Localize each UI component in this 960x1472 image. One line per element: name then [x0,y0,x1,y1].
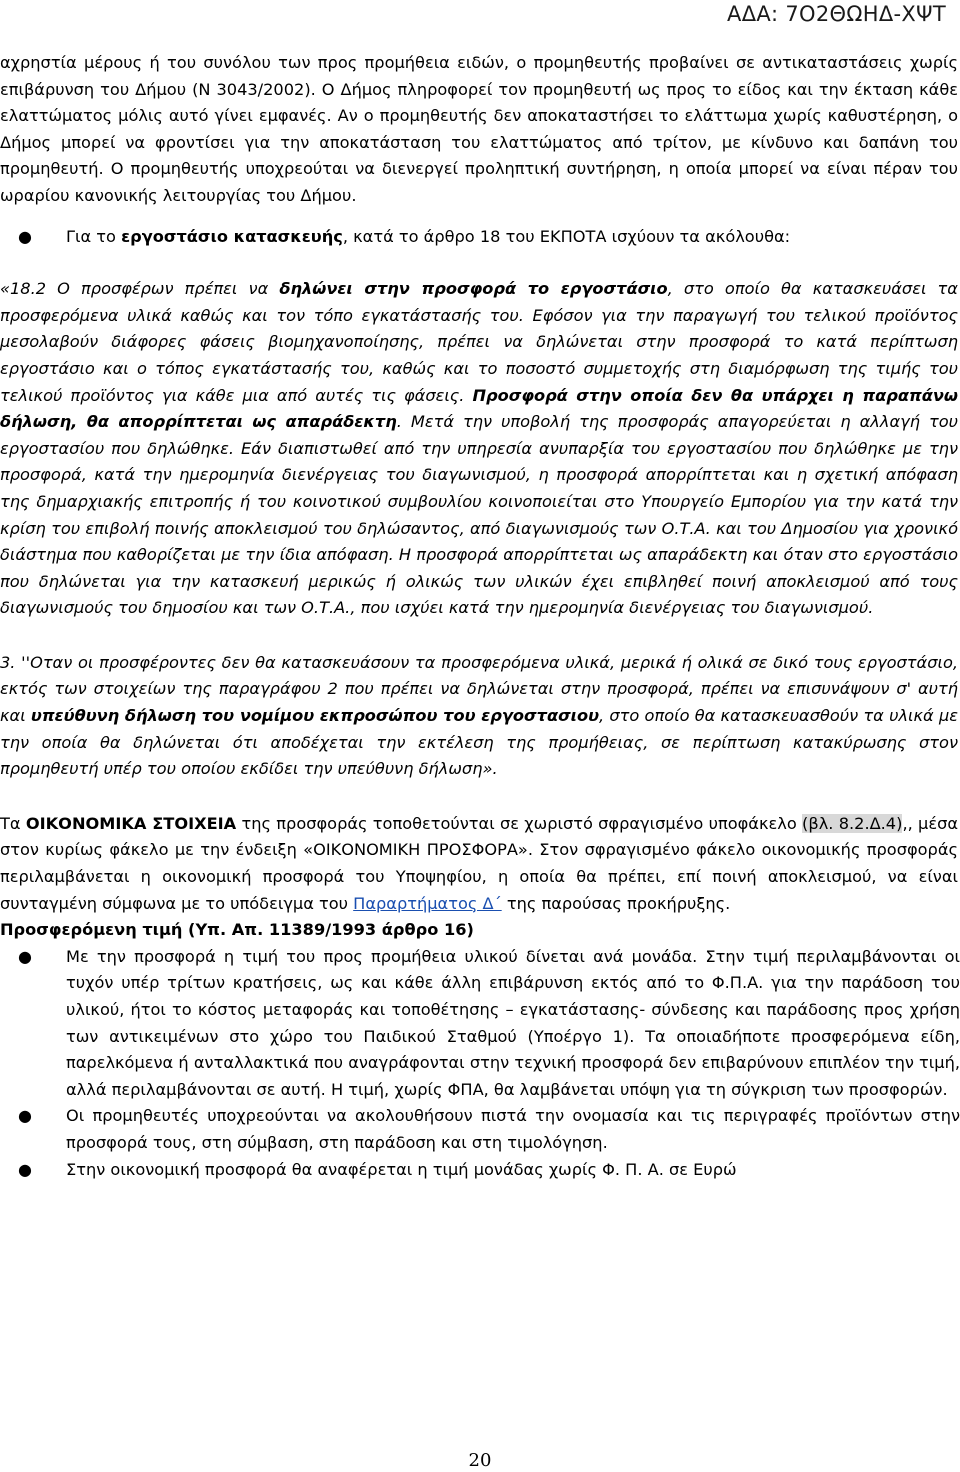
bullet-price-1-text: Με την προσφορά η τιμή του προς προμήθεια υλικού δίνεται ανά μονάδα. Στην τιμή περιλαμβάνονται οι τυχόν υπέρ τρίτων κρατήσεις, ως και κάθε άλλη επιβάρυνση εκτός από το Φ.Π.Α. για την παράδοση του υλικού, ήτοι το κόστος μεταφοράς και τοποθέτησης – εγκατάστασης- σύνδεσης και παράδοσης προς χρήση των αντικειμένων στο χώρο του Παιδικού Σταθμού (Υποέργο 1). Τα οποιαδήποτε προσφερόμενα είδη, παρελκόμενα ή ανταλλακτικά που αναγράφονται στην τεχνική προσφορά δεν επιβαρύνουν επιπλέον την τιμή, αλλά περιλαμβάνονται σε αυτή. Η τιμή, χωρίς ΦΠΑ, θα λαμβάνεται υπόψη για τη σύγκριση των προσφορών. [66,946,960,1099]
quote-mid: , στο οποίο θα κατασκευάσει τα προσφερόμενα υλικά καθώς και τον τόπο εγκατάστασής του. Εφόσον για την παραγωγή του τελικού προϊόντος μεσολαβούν διάφορες φάσεις βιομηχανοποίησης, πρέπει να δηλώνεται στην προσφορά το κατά περίπτωση εργοστάσιο και ο τόπος εγκατάστασής του, καθώς και το ποσοστό συμμετοχής στη διαμόρφωση της τιμής του τελικού προϊόντος για κάθε μια από αυτές τις φάσεις. [0,279,958,405]
bullet-price-2-text: Οι προμηθευτές υποχρεούνται να ακολουθήσουν πιστά την ονομασία και τις περιγραφές προϊόντων στην προσφορά τους, στη σύμβαση, στη παράδοση και στη τιμολόγηση. [66,1106,960,1152]
annex-d-link[interactable]: Παραρτήματος Δ΄ [353,893,502,913]
document-body [0,50,960,1183]
quote-pre: «18.2 Ο προσφέρων πρέπει να [0,279,280,299]
quote-article-3 [0,650,960,783]
fin-mid1: της προσφοράς τοποθετούνται σε χωριστό σφραγισμένο υποφάκελο [236,813,803,833]
quote-post: . Μετά την υποβολή της προσφοράς απαγορεύεται η αλλαγή του εργοστασίου που δηλώθηκε. Εάν διαπιστωθεί από την υπηρεσία ανυπαρξία του εργοστασίου που δηλώθηκε με την προσφορά, κατά την ημερομηνία διενέργειας του διαγωνισμού, η προσφορά απορρίπτεται και η σχετική απόφαση της δημαρχιακής επιτροπής ή του κοινοτικού συμβουλίου κοινοποιείται στο Υπουργείο Εμπορίου για την κατά την κρίση του επιβολή ποινής αποκλεισμού του δηλώσαντος, από διαγωνισμούς των Ο.Τ.Α. και του Δημοσίου για χρονικό διάστημα που καθορίζεται με την ίδια απόφαση. Η προσφορά απορρίπτεται ως απαράδεκτη και όταν στο εργοστάσιο που δηλώνεται για την κατασκευή μερικώς ή ολικώς των υλικών έχει επιβληθεί ποινή αποκλεισμού από τους διαγωνισμούς του δημοσίου και των Ο.Τ.Α., που ισχύει κατά την ημερομηνία διενέργειας του διαγωνισμού. [0,412,958,618]
quote3-post: , στο οποίο θα κατασκευασθούν τα υλικά με την οποία θα δηλώνεται ότι αποδέχεται την εκτέλεση της προμήθειας, σε περίπτωση κατακύρωσης στον προμηθευτή υπέρ του οποίου εκδίδει την υπεύθυνη δήλωση». [0,706,958,779]
bullet-icon: ● [18,226,32,246]
fin-bold: ΟΙΚΟΝΟΜΙΚΑ ΣΤΟΙΧΕΙΑ [25,813,237,833]
quote-bold-2: Προσφορά στην οποία δεν θα υπάρχει η παραπάνω δήλωση, θα απορρίπτεται ως απαράδεκτη [0,385,958,432]
bullet-factory-post: , κατά το άρθρο 18 του ΕΚΠΟΤΑ ισχύουν τα ακόλουθα: [342,226,791,246]
fin-pre: Τα [0,813,26,833]
bullet-icon: ● [18,1159,32,1179]
bullet-price-2 [0,1103,960,1156]
fin-post: της παρούσας προκήρυξης. [501,893,731,913]
bullet-factory-pre: Για το [66,226,122,246]
bullet-icon: ● [18,1106,32,1126]
heading-offered-price [0,917,960,944]
fin-mid2: ,, μέσα στον κυρίως φάκελο με την ένδειξη «ΟΙΚΟΝΟΜΙΚΗ ΠΡΟΣΦΟΡΑ». Στον σφραγισμένο φάκελο οικονομικής προσφοράς περιλαμβάνεται η οικονομική προσφορά του Υποψηφίου, η οποία θα πρέπει, επί ποινή αποκλεισμού, να είναι συνταγμένη σύμφωνα με το υπόδειγμα του [0,813,958,913]
bullet-factory [0,224,960,251]
bullet-price-3-text: Στην οικονομική προσφορά θα αναφέρεται η τιμή μονάδας χωρίς Φ. Π. Α. σε Ευρώ [66,1159,737,1179]
page-number: 20 [468,1450,492,1471]
paragraph-defects: αχρηστία μέρους ή του συνόλου των προς προμήθεια ειδών, ο προμηθευτής προβαίνει σε αντικαταστάσεις χωρίς επιβάρυνση του Δήμου (Ν 3043/2002). Ο Δήμος πληροφορεί τον προμηθευτή ως προς το είδος και την έκταση κάθε ελαττώματος μόλις αυτό γίνει εμφανές. Αν ο προμηθευτής δεν αποκαταστήσει το ελάττωμα χωρίς καθυστέρηση, ο Δήμος μπορεί να φροντίσει για την αποκατάσταση του ελαττώματος από τρίτον, με κίνδυνο και δαπάνη του προμηθευτή. Ο προμηθευτής υποχρεούται να διενεργεί προληπτική συντήρηση, η οποία μπορεί να είναι πέραν του ωραρίου κανονικής λειτουργίας του Δήμου. [0,53,958,205]
paragraph-financial [0,811,960,917]
bullet-price-3 [0,1157,960,1184]
bullet-factory-bold: εργοστάσιο κατασκευής [121,226,343,246]
quote-article-18-2 [0,276,960,622]
ada-code: ΑΔΑ: 7Ο2ΘΩΗΔ-ΧΨΤ [727,2,946,26]
bullet-price-1 [0,944,960,1104]
heading-offered-price-text: Προσφερόμενη τιμή (Υπ. Απ. 11389/1993 άρθρο 16) [0,920,474,940]
quote3-bold: υπεύθυνη δήλωση του νομίμου εκπροσώπου του εργοστασιου [30,706,600,726]
quote-bold-1: δηλώνει στην προσφορά το εργοστάσιο [279,279,668,299]
fin-reference-highlight: (βλ. 8.2.Δ.4) [802,813,903,833]
quote3-pre: 3. ''Οταν οι προσφέροντες δεν θα κατασκευάσουν τα προσφερόμενα υλικά, μερικά ή ολικά σε δικό τους εργοστάσιο, εκτός των στοιχείων της παραγράφου 2 που πρέπει να δηλώνεται στην προσφορά, πρέπει να επισυνάψουν σ' αυτή και [0,652,958,726]
bullet-icon: ● [18,946,32,966]
